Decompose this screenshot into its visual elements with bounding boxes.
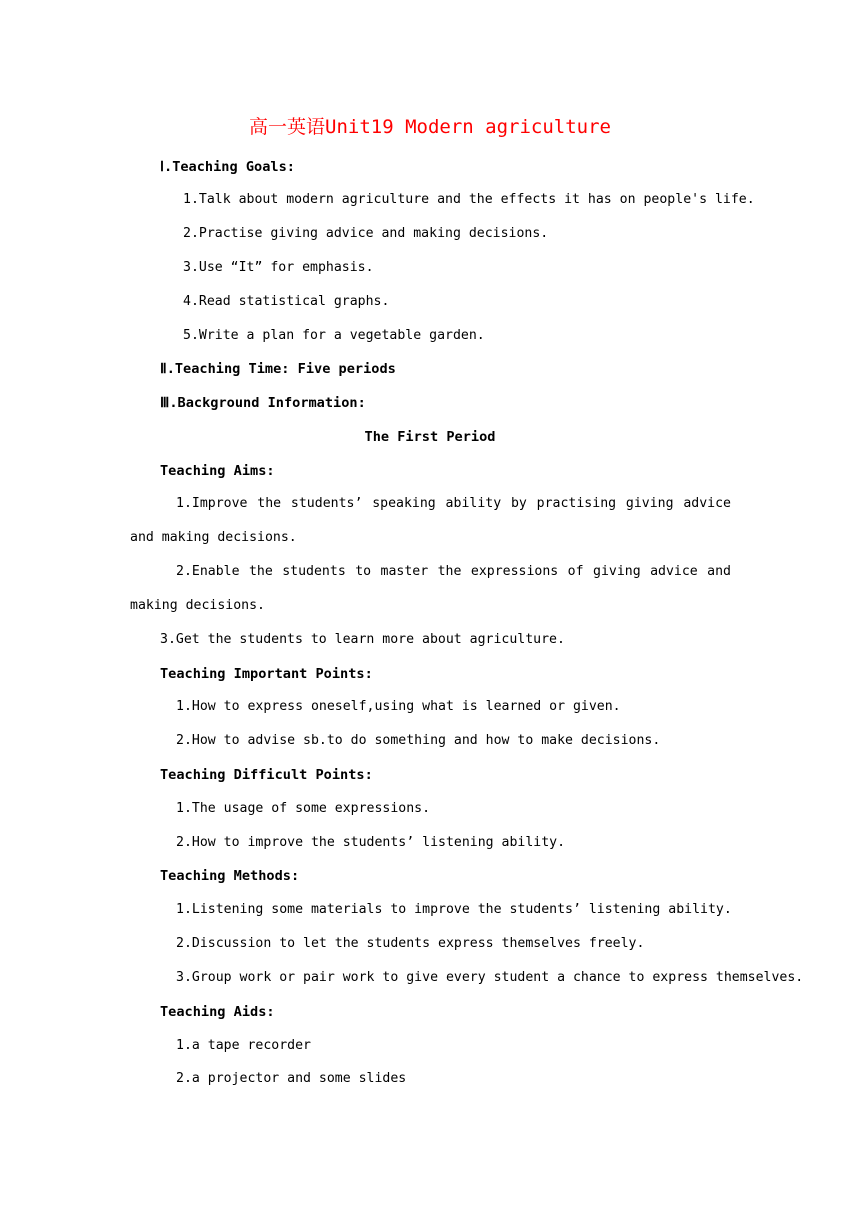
teaching-goals-heading: Ⅰ.Teaching Goals: — [160, 159, 295, 175]
method-item: 2.Discussion to let the students express themselves freely. — [176, 936, 645, 951]
aim-item: 3.Get the students to learn more about agriculture. — [160, 632, 565, 647]
teaching-aims-heading: Teaching Aims: — [160, 463, 275, 479]
aid-item: 1.a tape recorder — [176, 1038, 311, 1053]
period-title: The First Period — [364, 429, 496, 445]
document-title: 高一英语Unit19 Modern agriculture — [249, 116, 611, 138]
important-points-heading: Teaching Important Points: — [160, 666, 373, 682]
goal-item: 3.Use “It” for emphasis. — [183, 260, 374, 275]
goal-item: 5.Write a plan for a vegetable garden. — [183, 328, 485, 343]
important-point-item: 1.How to express oneself,using what is learned or given. — [176, 699, 621, 714]
method-item: 1.Listening some materials to improve the students’ listening ability. — [176, 902, 732, 917]
difficult-point-item: 1.The usage of some expressions. — [176, 801, 431, 816]
important-point-item: 2.How to advise sb.to do something and how to make decisions. — [176, 733, 661, 748]
teaching-time-heading: Ⅱ.Teaching Time: Five periods — [160, 361, 396, 377]
method-item: 3.Group work or pair work to give every student a chance to express themselves. — [176, 970, 804, 985]
difficult-points-heading: Teaching Difficult Points: — [160, 767, 373, 783]
aid-item: 2.a projector and some slides — [176, 1071, 407, 1086]
teaching-aids-heading: Teaching Aids: — [160, 1004, 275, 1020]
aim-item: 1.Improve the students’ speaking ability by practising giving advice and making decisions. — [130, 496, 731, 545]
background-information-heading: Ⅲ.Background Information: — [160, 395, 366, 411]
teaching-methods-heading: Teaching Methods: — [160, 868, 300, 884]
goal-item: 1.Talk about modern agriculture and the effects it has on people's life. — [183, 192, 755, 207]
goal-item: 2.Practise giving advice and making decisions. — [183, 226, 549, 241]
aim-item: 2.Enable the students to master the expressions of giving advice and making decisions. — [130, 564, 731, 613]
difficult-point-item: 2.How to improve the students’ listening ability. — [176, 835, 566, 850]
goal-item: 4.Read statistical graphs. — [183, 294, 390, 309]
